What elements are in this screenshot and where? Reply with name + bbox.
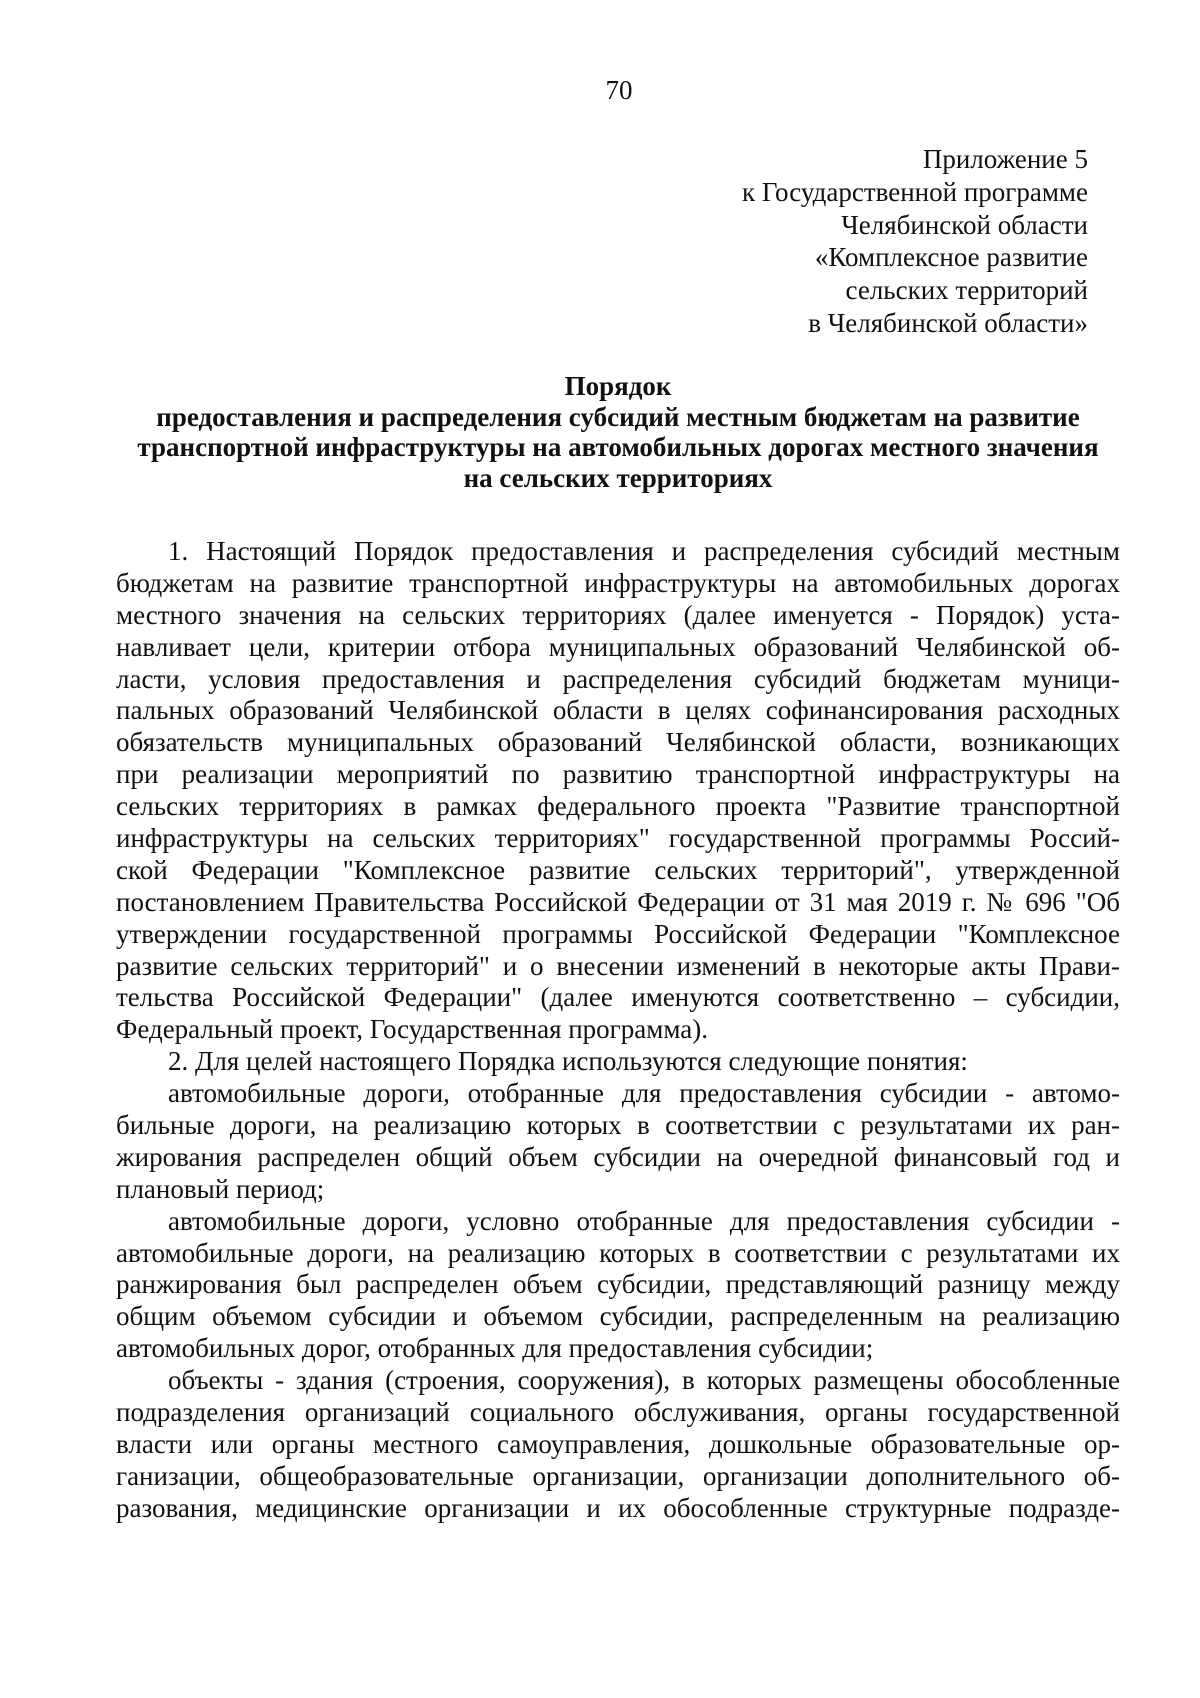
- text-line: при реализации мероприятий по развитию транспортной инфраструктуры на: [116, 759, 1120, 790]
- text-line: 2. Для целей настоящего Порядка используются следующие понятия:: [168, 1046, 968, 1077]
- appendix-line: «Комплексное развитие: [814, 242, 1088, 273]
- text-line: бюджетам на развитие транспортной инфраструктуры на автомобильных дорогах: [116, 567, 1120, 598]
- text-line: автомобильные дороги, отобранные для предоставления субсидии - автомо-: [168, 1078, 1120, 1109]
- appendix-line: в Челябинской области»: [808, 307, 1088, 338]
- text-line: инфраструктуры на сельских территориях" государственной программы Россий-: [116, 823, 1120, 854]
- page-number: 70: [605, 75, 633, 105]
- appendix-line: Челябинской области: [841, 209, 1088, 240]
- title-line: на сельских территориях: [463, 462, 773, 493]
- body-text: [116, 536, 1120, 1525]
- text-line: утверждении государственной программы Российской Федерации "Комплексное: [116, 918, 1120, 949]
- text-line: обязательств муниципальных образований Челябинской области, возникающих: [116, 727, 1120, 758]
- appendix-header: [742, 143, 1088, 340]
- text-line: подразделения организаций социального обслуживания, органы государственной: [116, 1397, 1120, 1428]
- text-line: автомобильные дороги, на реализацию которых в соответствии с результатами их: [116, 1237, 1120, 1268]
- text-line: бильные дороги, на реализацию которых в соответствии с результатами их ран-: [116, 1110, 1120, 1141]
- text-line: сельских территориях в рамках федерального проекта "Развитие транспортной: [116, 791, 1120, 822]
- text-line: ской Федерации "Комплексное развитие сельских территорий", утвержденной: [116, 854, 1120, 885]
- text-line: плановый период;: [116, 1173, 325, 1204]
- text-line: автомобильные дороги, условно отобранные для предоставления субсидии -: [168, 1205, 1120, 1236]
- text-line: навливает цели, критерии отбора муниципальных образований Челябинской об-: [116, 631, 1120, 662]
- text-line: ранжирования был распределен объем субсидии, представляющий разницу между: [116, 1269, 1120, 1300]
- appendix-line: к Государственной программе: [741, 176, 1088, 207]
- text-line: местного значения на сельских территориях (далее именуется - Порядок) уста-: [116, 599, 1120, 630]
- text-line: развитие сельских территорий" и о внесении изменений в некоторые акты Прави-: [116, 950, 1120, 981]
- text-line: объекты - здания (строения, сооружения), в которых размещены обособленные: [168, 1365, 1120, 1396]
- appendix-line: Приложение 5: [922, 144, 1088, 174]
- text-line: жирования распределен общий объем субсидии на очередной финансовый год и: [116, 1141, 1120, 1172]
- text-line: пальных образований Челябинской области в целях софинансирования расходных: [116, 695, 1120, 726]
- text-line: постановлением Правительства Российской Федерации от 31 мая 2019 г. № 696 "Об: [116, 886, 1120, 917]
- appendix-line: сельских территорий: [845, 275, 1088, 306]
- text-line: разования, медицинские организации и их обособленные структурные подразде-: [116, 1492, 1120, 1523]
- title-heading: Порядок: [564, 371, 672, 401]
- text-line: Федеральный проект, Государственная программа).: [116, 1014, 708, 1045]
- text-line: тельства Российской Федерации" (далее именуются соответственно – субсидии,: [116, 982, 1120, 1013]
- text-line: 1. Настоящий Порядок предоставления и распределения субсидий местным: [168, 536, 1120, 566]
- text-line: автомобильных дорог, отобранных для предоставления субсидии;: [116, 1333, 874, 1364]
- title-line: транспортной инфраструктуры на автомобильных дорогах местного значения: [137, 432, 1099, 462]
- document-title: [116, 371, 1120, 493]
- text-line: ганизации, общеобразовательные организации, организации дополнительного об-: [116, 1460, 1120, 1491]
- title-line: предоставления и распределения субсидий местным бюджетам на развитие: [156, 401, 1080, 432]
- text-line: общим объемом субсидии и объемом субсидии, распределенным на реализацию: [116, 1301, 1120, 1332]
- text-line: власти или органы местного самоуправления, дошкольные образовательные ор-: [116, 1428, 1120, 1459]
- text-line: ласти, условия предоставления и распределения субсидий бюджетам муници-: [116, 663, 1120, 694]
